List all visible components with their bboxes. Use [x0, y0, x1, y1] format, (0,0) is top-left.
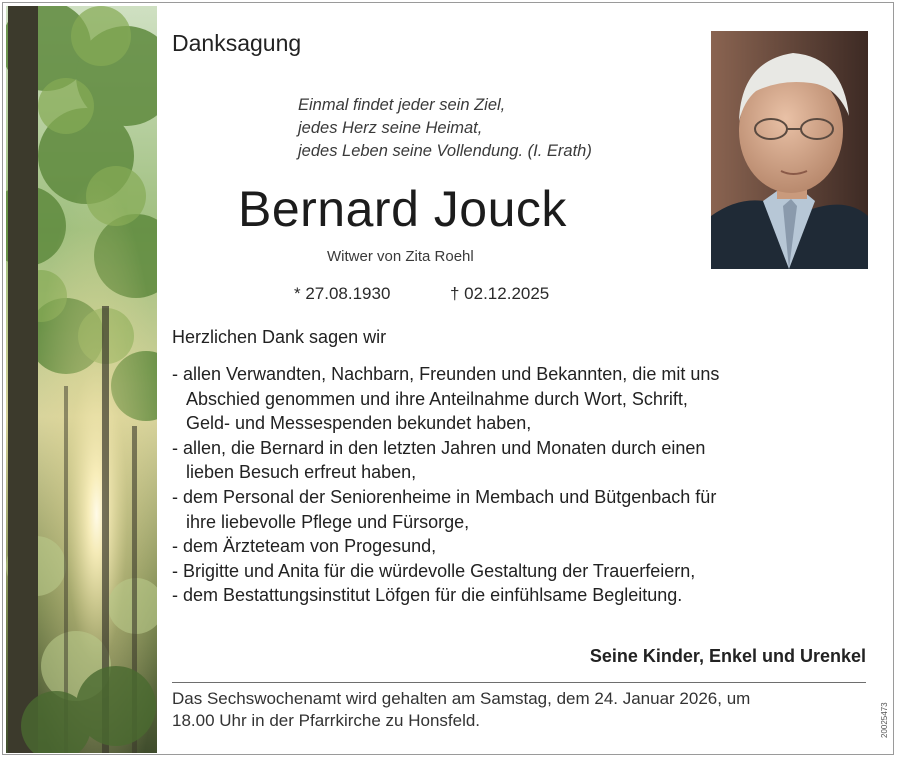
list-item [172, 534, 719, 559]
list-item [172, 583, 719, 608]
quote-line: jedes Herz seine Heimat, [298, 119, 483, 137]
divider [172, 682, 866, 683]
ad-code: 20025473 [880, 702, 889, 738]
signature: Seine Kinder, Enkel und Urenkel [589, 646, 866, 666]
quote-line: jedes Leben seine Vollendung. (I. Erath) [298, 142, 592, 160]
death-date: † 02.12.2025 [450, 284, 550, 303]
deceased-relation: Witwer von Zita Roehl [327, 248, 474, 265]
list-item-line: - Brigitte und Anita für die würdevolle Gestaltung der Trauerfeiern, [172, 560, 696, 581]
heading: Danksagung [172, 30, 302, 56]
list-item-line: Abschied genommen und ihre Anteilnahme durch Wort, Schrift, [186, 388, 688, 409]
list-item-line: - dem Bestattungsinstitut Löfgen für die einfühlsame Begleitung. [172, 585, 683, 606]
notice-line: Das Sechswochenamt wird gehalten am Samstag, dem 24. Januar 2026, um [172, 689, 751, 708]
list-item [172, 559, 719, 584]
birth-date: * 27.08.1930 [294, 284, 391, 303]
quote [298, 94, 592, 163]
quote-line: Einmal findet jeder sein Ziel, [298, 96, 506, 114]
list-item-line: - allen Verwandten, Nachbarn, Freunden und Bekannten, die mit uns [172, 364, 720, 384]
list-item [172, 436, 719, 485]
list-item-line: lieben Besuch erfreut haben, [186, 462, 417, 483]
thanks-list [172, 362, 719, 608]
thanks-intro: Herzlichen Dank sagen wir [172, 327, 387, 347]
service-notice [172, 688, 872, 732]
list-item-line: Geld- und Messespenden bekundet haben, [186, 413, 532, 434]
deceased-name: Bernard Jouck [238, 181, 567, 237]
list-item-line: - allen, die Bernard in den letzten Jahren und Monaten durch einen [172, 437, 706, 458]
list-item-line: - dem Personal der Seniorenheime in Membach und Bütgenbach für [172, 486, 717, 507]
list-item [172, 485, 719, 534]
portrait-photo [711, 31, 868, 269]
list-item-line: ihre liebevolle Pflege und Fürsorge, [186, 511, 470, 532]
list-item-line: - dem Ärzteteam von Progesund, [172, 536, 437, 557]
forest-photo [6, 6, 157, 753]
list-item [172, 362, 719, 436]
notice-line: 18.00 Uhr in der Pfarrkirche zu Honsfeld. [172, 711, 481, 730]
